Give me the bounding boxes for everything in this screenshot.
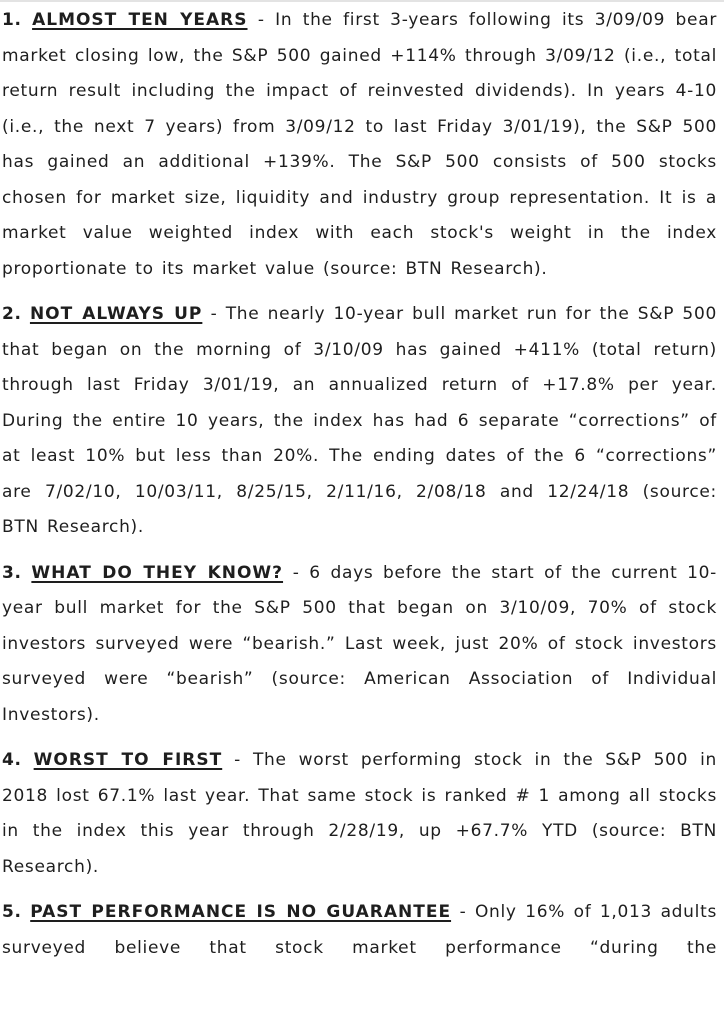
item-2-number: 2.: [2, 304, 22, 324]
item-2-title: NOT ALWAYS UP: [29, 304, 203, 324]
item-2-body: The nearly 10-year bull market run for the S&P 500 that began on the morning of 3/10/09 has gained +411% (total return) through last Friday 3/01/19, an annualized return of +17.8% per year. During the entire 10 years, the index has had 6 separate “corrections” of at least 10% but less than 20%. The ending dates of the 6 “corrections” are 7/02/10, 10/03/11, 8/25/15, 2/11/16, 2/08/18 and 12/24/18 (source: BTN Research).: [2, 304, 717, 537]
item-4-number: 4.: [2, 750, 22, 770]
item-4-body: The worst performing stock in the S&P 500 in 2018 lost 67.1% last year. That same stock is ranked # 1 among all stocks in the index this year through 2/28/19, up +67.7% YTD (source: BTN Research).: [2, 750, 718, 877]
newsletter-item-1: [2, 3, 717, 287]
item-1-body: In the first 3-years following its 3/09/09 bear market closing low, the S&P 500 gained +114% through 3/09/12 (i.e., total return result including the impact of reinvested dividends). In years 4-10 (i.e., the next 7 years) from 3/09/12 to last Friday 3/01/19), the S&P 500 has gained an additional +139%. The S&P 500 consists of 500 stocks chosen for market size, liquidity and industry group representation. It is a market value weighted index with each stock's weight in the index proportionate to its market value (source: BTN Research).: [2, 10, 718, 279]
newsletter-item-2: [2, 297, 717, 546]
item-3-separator: -: [292, 562, 300, 583]
item-1-separator: -: [257, 10, 265, 30]
item-4-separator: -: [234, 750, 241, 770]
item-1-title: ALMOST TEN YEARS: [32, 10, 248, 30]
item-5-title: PAST PERFORMANCE IS NO GUARANTEE: [30, 902, 452, 922]
item-3-title: WHAT DO THEY KNOW?: [31, 562, 284, 583]
page-top-crop-artifact: [0, 0, 724, 2]
item-3-body: 6 days before the start of the current 10-year bull market for the S&P 500 that began on 3/10/09, 70% of stock investors surveyed were “bearish.” Last week, just 20% of stock investors surveyed were “bearish” (source: American Association of Individual Investors).: [2, 562, 718, 725]
newsletter-item-3: [2, 556, 717, 734]
item-5-body: Only 16% of 1,013 adults surveyed believe that stock market performance “during the: [2, 902, 717, 958]
item-1-number: 1.: [2, 10, 22, 30]
item-2-separator: -: [210, 304, 218, 324]
item-5-number: 5.: [2, 902, 22, 922]
newsletter-item-4: [2, 743, 717, 885]
item-3-number: 3.: [2, 562, 22, 583]
item-4-title: WORST TO FIRST: [33, 750, 223, 770]
newsletter-item-5: [2, 895, 717, 966]
item-5-separator: -: [459, 902, 467, 922]
